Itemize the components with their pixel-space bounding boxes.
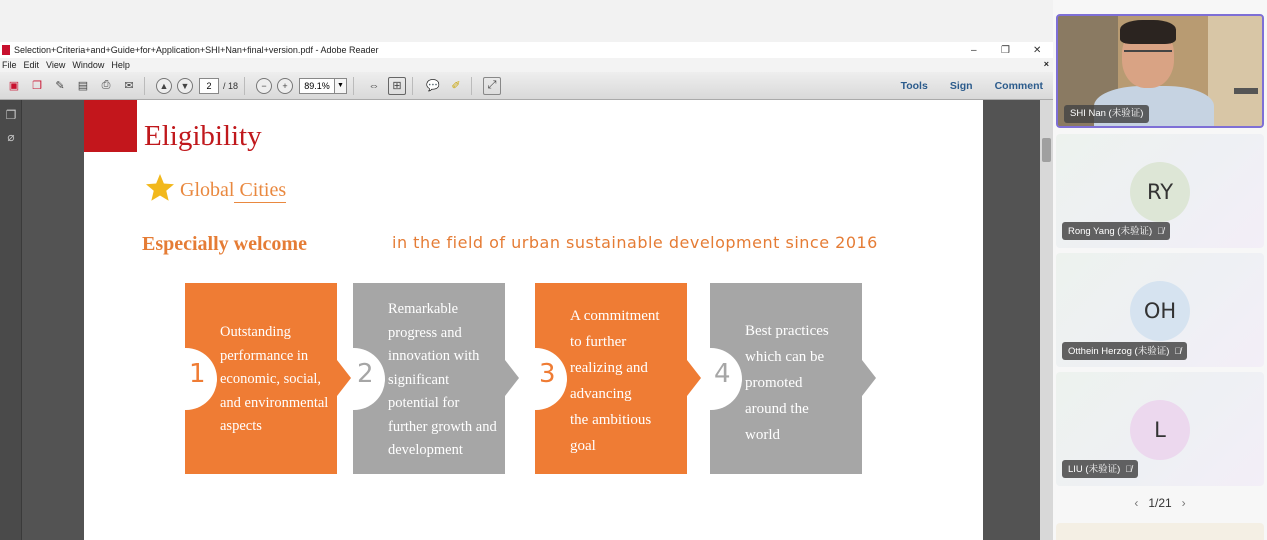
video-person-hair	[1120, 20, 1176, 44]
fit-page-icon[interactable]: ⊞	[388, 77, 406, 95]
subheading-underlined: Cities	[234, 179, 287, 201]
adobe-reader-window	[0, 42, 1053, 540]
previous-page-chevron-icon[interactable]: ‹	[1134, 496, 1139, 510]
subheading-text: Global	[180, 179, 235, 201]
window-title: Selection+Criteria+and+Guide+for+Application+SHI+Nan+final+version.pdf - Adobe Reader	[14, 45, 379, 55]
participant-tile-partial[interactable]	[1056, 523, 1264, 540]
card-arrow	[687, 360, 701, 396]
menu-view[interactable]: View	[46, 60, 66, 70]
pdf-page	[84, 100, 983, 540]
previous-page-icon[interactable]: ▲	[156, 78, 172, 94]
criterion-card-1	[185, 283, 351, 474]
criterion-card-3	[535, 283, 701, 474]
create-pdf-icon[interactable]: ▣	[8, 80, 20, 92]
participant-name: SHI Nan (未验证)	[1070, 108, 1144, 119]
zoom-in-icon[interactable]: +	[277, 78, 293, 94]
criterion-card-2	[353, 283, 519, 474]
toolbar-divider	[144, 77, 145, 95]
menu-edit[interactable]: Edit	[23, 60, 40, 70]
card-text: A commitment to further realizing and advancing the ambitious goal	[570, 308, 660, 454]
star-icon	[144, 172, 176, 204]
red-accent-block	[84, 100, 137, 152]
subheading	[180, 179, 286, 202]
card-arrow	[505, 360, 519, 396]
attachments-icon[interactable]: ⌀	[7, 130, 15, 144]
tools-link[interactable]: Tools	[900, 80, 928, 92]
card-number: 1	[189, 359, 206, 389]
menu-window[interactable]: Window	[72, 60, 105, 70]
window-controls	[958, 45, 1053, 56]
email-icon[interactable]: ✉	[124, 80, 134, 92]
card-text: Outstanding performance in economic, social, and environmental aspects	[220, 324, 329, 434]
zoom-out-icon[interactable]: −	[256, 78, 272, 94]
criterion-card-4	[710, 283, 876, 474]
toolbar-divider	[412, 77, 413, 95]
restore-button[interactable]: ❐	[1001, 44, 1010, 56]
close-document-icon[interactable]: ×	[1043, 59, 1049, 69]
sign-link[interactable]: Sign	[949, 80, 973, 92]
participant-name: Rong Yang (未验证)	[1068, 226, 1153, 237]
mic-muted-icon: 🎙̸	[1174, 346, 1182, 356]
card-number: 4	[714, 359, 731, 389]
mic-muted-icon: 🎙̸	[1125, 464, 1133, 474]
video-person-glasses	[1124, 50, 1172, 60]
participant-video-tile[interactable]	[1056, 14, 1264, 128]
top-blank-area	[0, 0, 1053, 42]
zoom-dropdown-icon[interactable]: ▼	[335, 78, 347, 94]
participant-name: Otthein Herzog (未验证)	[1068, 346, 1170, 357]
vertical-scrollbar[interactable]	[1040, 100, 1053, 540]
toolbar-divider	[244, 77, 245, 95]
participant-name-tag	[1062, 222, 1170, 240]
participant-pager	[1053, 496, 1267, 510]
participant-name: LIU (未验证)	[1068, 464, 1121, 475]
menu-file[interactable]: File	[2, 60, 17, 70]
menu-bar	[0, 58, 1053, 72]
participant-name-tag	[1064, 105, 1149, 123]
meeting-participants-panel	[1053, 0, 1267, 540]
scrollbar-thumb[interactable]	[1042, 138, 1051, 162]
highlight-icon[interactable]: ✐	[451, 80, 461, 92]
page-number-input[interactable]: 2	[199, 78, 219, 94]
participant-tile[interactable]	[1056, 372, 1264, 486]
card-text: Remarkable progress and innovation with significant potential for further growth and development	[388, 301, 497, 458]
comment-link[interactable]: Comment	[994, 80, 1043, 92]
toolbar	[0, 72, 1053, 100]
video-background-object	[1234, 88, 1258, 94]
sticky-note-icon[interactable]: 💬	[426, 80, 440, 92]
combine-files-icon[interactable]: ❐	[32, 80, 42, 92]
fit-width-icon[interactable]: ⇔	[368, 79, 380, 92]
next-page-chevron-icon[interactable]: ›	[1181, 496, 1186, 510]
page-total: / 18	[223, 80, 239, 91]
title-bar	[0, 42, 1053, 58]
toolbar-divider	[471, 77, 472, 95]
card-number: 3	[539, 359, 556, 389]
pager-label: 1/21	[1148, 496, 1172, 510]
card-number: 2	[357, 359, 374, 389]
minimize-button[interactable]: –	[971, 44, 977, 56]
toolbar-divider	[353, 77, 354, 95]
avatar: OH	[1130, 281, 1190, 341]
participant-tile[interactable]	[1056, 253, 1264, 367]
page-thumbnails-icon[interactable]: ❐	[5, 108, 17, 122]
field-description: in the field of urban sustainable development since 2016	[392, 233, 878, 252]
close-button[interactable]: ✕	[1032, 44, 1042, 56]
especially-welcome-text: Especially welcome	[142, 233, 307, 255]
page-heading: Eligibility	[144, 120, 262, 152]
next-page-icon[interactable]: ▼	[177, 78, 193, 94]
toolbar-links	[879, 72, 1043, 100]
mic-muted-icon: 🎙̸	[1157, 226, 1164, 236]
card-arrow	[862, 360, 876, 396]
card-text: Best practices which can be promoted around the world	[745, 323, 829, 443]
zoom-level-input[interactable]: 89.1%	[299, 78, 335, 94]
avatar: RY	[1130, 162, 1190, 222]
video-background	[1208, 16, 1264, 128]
navigation-panel	[0, 100, 22, 540]
print-icon[interactable]: ⎙	[101, 79, 111, 91]
save-icon[interactable]: ▤	[77, 80, 89, 92]
participant-name-tag	[1062, 460, 1138, 478]
menu-help[interactable]: Help	[111, 60, 130, 70]
participant-tile[interactable]	[1056, 134, 1264, 248]
card-arrow	[337, 360, 351, 396]
full-screen-icon[interactable]: ⤢	[483, 77, 501, 95]
avatar: L	[1130, 400, 1190, 460]
participant-name-tag	[1062, 342, 1187, 360]
pdf-file-icon	[2, 45, 11, 55]
edit-document-icon[interactable]: ✎	[55, 80, 65, 92]
